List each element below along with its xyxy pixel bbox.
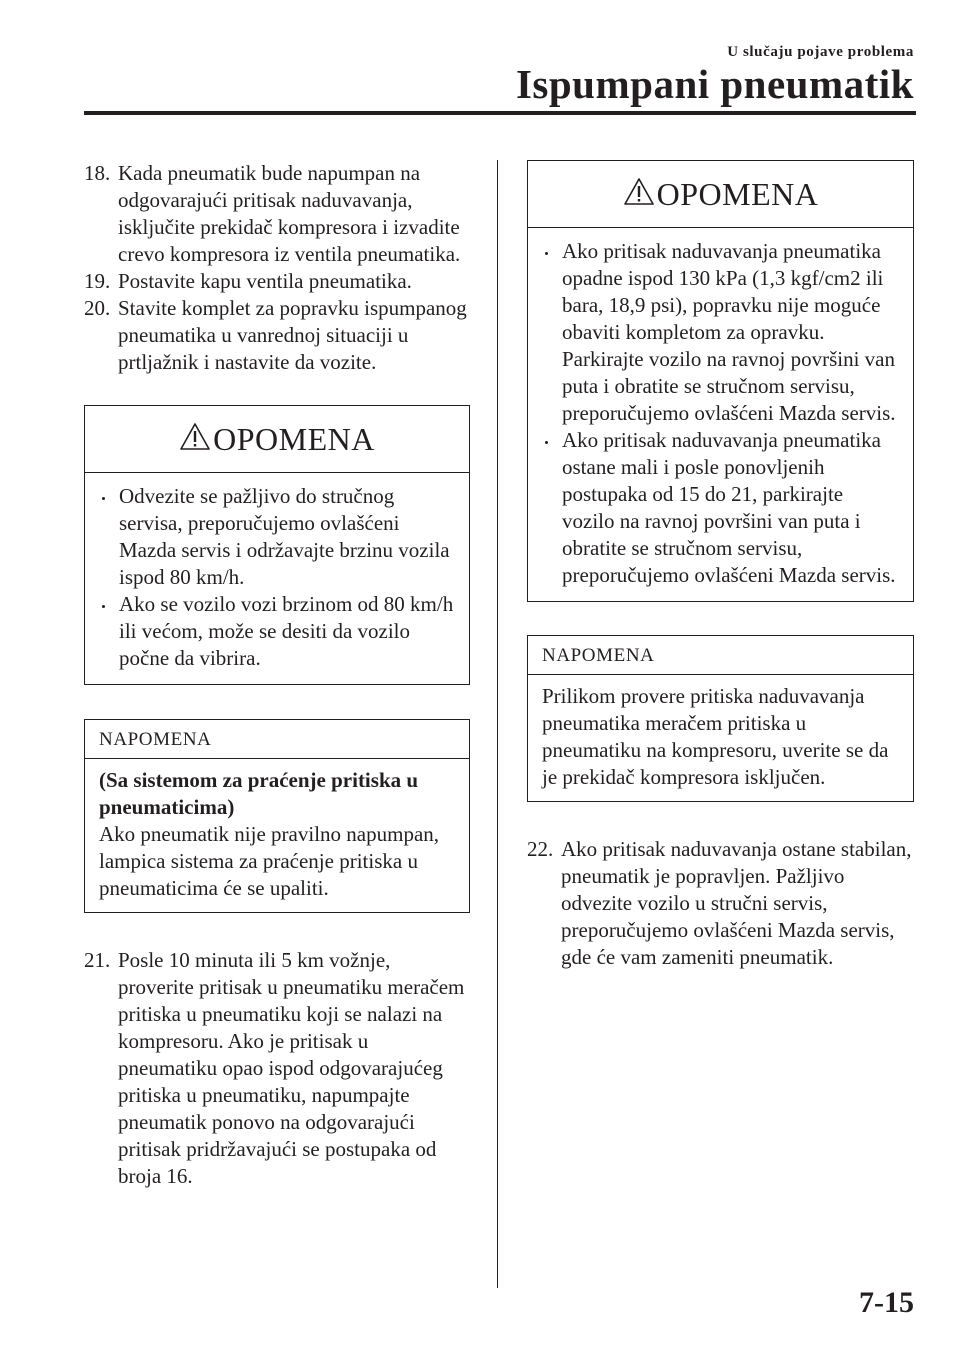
step-text: Stavite komplet za popravku ispumpanog pneumatika u vanrednoj situaciji u prtljažnik i nastavite da vozite. — [118, 296, 467, 374]
warning-body — [528, 228, 913, 601]
warning-bullet — [99, 483, 455, 591]
step-text: Postavite kapu ventila pneumatika. — [118, 269, 412, 293]
warning-header — [528, 161, 913, 228]
warning-bullet-text: Ako se vozilo vozi brzinom od 80 km/h ili većom, može se desiti da vozilo počne da vibrira. — [119, 592, 454, 670]
bullet-dot-icon — [545, 441, 548, 444]
warning-bullet — [99, 591, 455, 672]
step-text: Ako pritisak naduvavanja ostane stabilan, pneumatik je popravljen. Pažljivo odvezite vozilo u stručni servis, preporučujemo ovlašćeni Mazda servis, gde će vam zameniti pneumatik. — [561, 837, 912, 969]
bullet-dot-icon — [102, 497, 105, 500]
bullet-dot-icon — [545, 252, 548, 255]
warning-title: OPOMENA — [656, 175, 819, 212]
warning-bullet — [542, 238, 899, 427]
warning-bullet-text: Ako pritisak naduvavanja pneumatika opadne ispod 130 kPa (1,3 kgf/cm2 ili bara, 18,9 psi), popravku nije moguće obaviti kompletom za opravku. Parkirajte vozilo na ravnoj površini van puta i obratite se stručnom servisu, preporučujemo ovlašćeni Mazda servis. — [562, 239, 896, 425]
warning-triangle-icon — [623, 177, 655, 206]
right-column — [527, 160, 914, 971]
page-number: 7-15 — [859, 1286, 914, 1319]
warning-box — [84, 405, 470, 685]
note-body — [528, 675, 913, 801]
page-title: Ispumpani pneumatik — [515, 61, 914, 107]
step-number: 22. — [527, 837, 554, 861]
note-box — [527, 635, 914, 802]
note-box — [84, 719, 470, 913]
warning-triangle-icon — [179, 422, 211, 451]
note-body — [85, 759, 469, 912]
step-text: Kada pneumatik bude napumpan na odgovarajući pritisak naduvavanja, isključite prekidač kompresora i izvadite crevo kompresora iz ventila pneumatika. — [118, 161, 461, 266]
steps-list — [84, 947, 470, 1190]
steps-list — [84, 160, 470, 376]
step-item — [527, 836, 914, 971]
step-item — [84, 947, 470, 1190]
step-item — [84, 295, 470, 376]
step-text: Posle 10 minuta ili 5 km vožnje, proverite pritisak u pneumatiku meračem pritiska u pneumatiku koji se nalazi na kompresoru. Ako je pritisak u pneumatiku opao ispod odgovarajućeg pritiska u pneumatiku, napumpajte pneumatik ponovo na odgovarajući pritisak pridržavajući se postupaka od broja 16. — [118, 948, 465, 1188]
warning-title: OPOMENA — [213, 420, 375, 457]
note-text: Ako pneumatik nije pravilno napumpan, lampica sistema za praćenje pritiska u pneumaticima će se upaliti. — [99, 822, 440, 900]
column-divider — [497, 160, 498, 1288]
note-subtitle: (Sa sistemom za praćenje pritiska u pneumaticima) — [99, 768, 419, 819]
step-number: 18. — [84, 161, 111, 185]
warning-bullet-text: Odvezite se pažljivo do stručnog servisa, preporučujemo ovlašćeni Mazda servis i održavajte brzinu vozila ispod 80 km/h. — [119, 484, 450, 589]
step-item — [84, 268, 470, 295]
steps-list — [527, 836, 914, 971]
note-header: NAPOMENA — [528, 636, 913, 675]
step-number: 21. — [84, 948, 111, 972]
warning-bullet — [542, 427, 899, 589]
note-header: NAPOMENA — [85, 720, 469, 759]
warning-header — [85, 406, 469, 473]
header-rule — [84, 111, 916, 115]
step-number: 20. — [84, 296, 111, 320]
bullet-dot-icon — [102, 605, 105, 608]
warning-body — [85, 473, 469, 684]
warning-box — [527, 160, 914, 602]
step-number: 19. — [84, 269, 111, 293]
warning-bullet-text: Ako pritisak naduvavanja pneumatika ostane mali i posle ponovljenih postupaka od 15 do 21, parkirajte vozilo na ravnoj površini van puta i obratite se stručnom servisu, preporučujemo ovlašćeni Mazda servis. — [562, 428, 896, 587]
step-item — [84, 160, 470, 268]
left-column — [84, 160, 470, 1190]
note-text: Prilikom provere pritiska naduvavanja pneumatika meračem pritiska u pneumatiku na kompresoru, uverite se da je prekidač kompresora isključen. — [542, 684, 889, 789]
header-section: U slučaju pojave problema — [727, 44, 914, 60]
